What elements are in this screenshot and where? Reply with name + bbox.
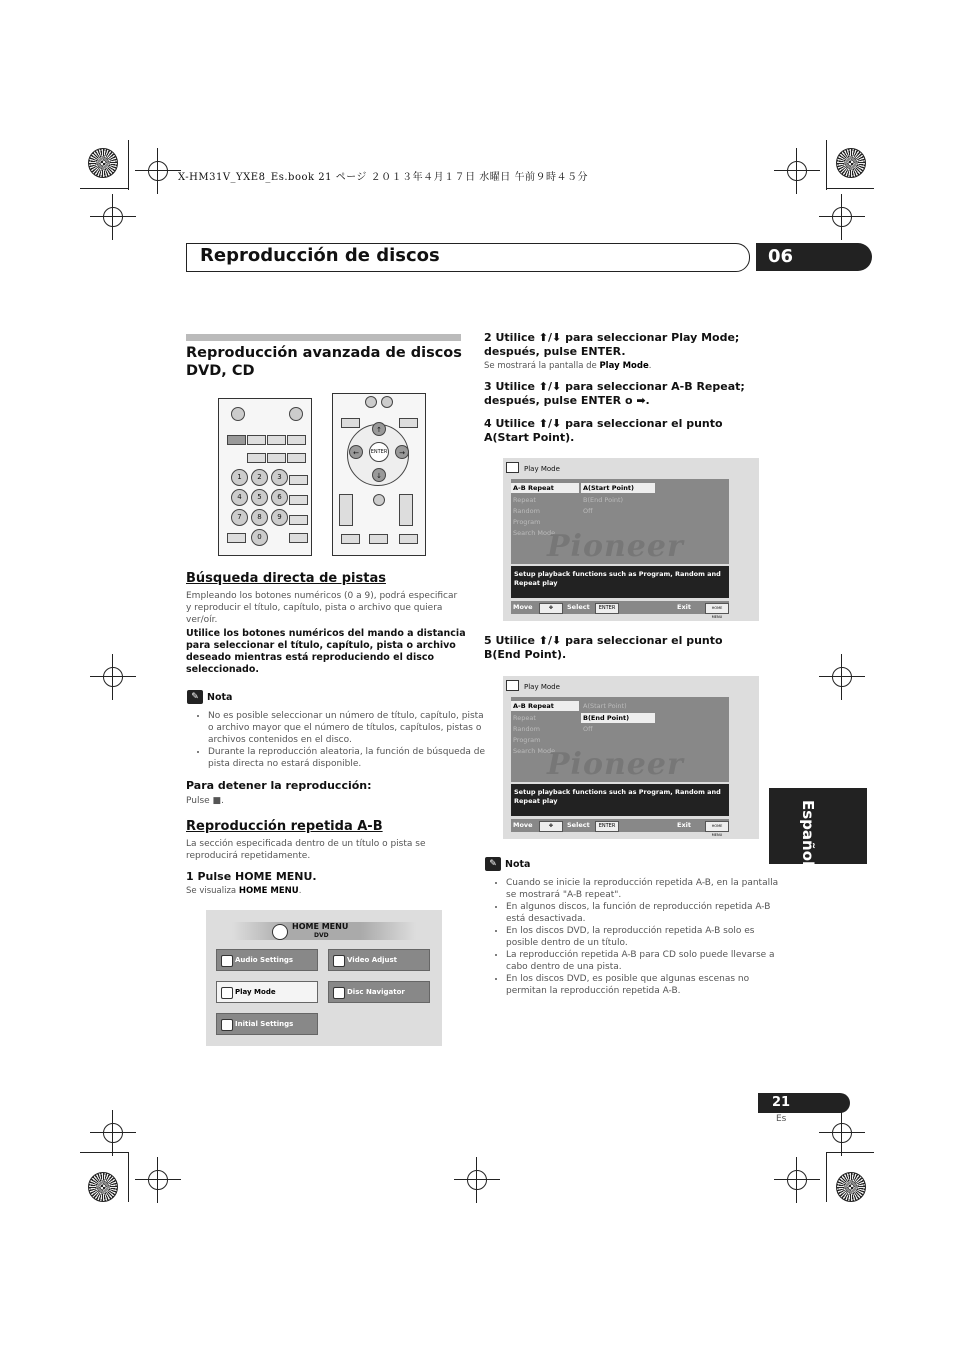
crop-mark: [827, 1118, 857, 1148]
home-menu-screen: [206, 910, 442, 1046]
row-random[interactable]: Random: [513, 507, 540, 515]
list-item: • La reproducción repetida A-B para CD solo puede llevarse a cabo dentro de una pista.: [506, 949, 784, 973]
step5: 5 Utilice ⬆/⬇ para seleccionar el punto B(End Point).: [484, 634, 723, 661]
move-label: Move: [513, 603, 533, 611]
value-a-start[interactable]: A(Start Point): [583, 484, 634, 492]
section-bar: [186, 334, 461, 341]
select-label: Select: [567, 821, 590, 829]
home-menu-key: HOME MENU: [705, 603, 729, 614]
chapter-title: Reproducción de discos: [200, 245, 440, 266]
detener-title: Para detener la reproducción:: [186, 779, 372, 792]
play-mode-screen-b: [503, 676, 759, 839]
menu-item-disc-navigator[interactable]: Disc Navigator: [328, 981, 430, 1003]
crop-mark: [782, 1165, 812, 1195]
crop-mark: [827, 662, 857, 692]
row-repeat[interactable]: Repeat: [513, 496, 536, 504]
row-ab-repeat[interactable]: A-B Repeat: [513, 484, 554, 492]
speaker-icon: [221, 955, 233, 967]
note-icon: ✎: [485, 857, 501, 871]
menu-item-video-adjust[interactable]: Video Adjust: [328, 949, 430, 971]
list-item: • En algunos discos, la función de reproducción repetida A-B está desactivada.: [506, 901, 784, 925]
step4: 4 Utilice ⬆/⬇ para seleccionar el punto A(Start Point).: [484, 417, 723, 444]
exit-label: Exit: [677, 603, 691, 611]
busqueda-title: Búsqueda directa de pistas: [186, 571, 386, 586]
play-mode-icon: [506, 680, 519, 691]
menu-item-play-mode[interactable]: Play Mode: [216, 981, 318, 1003]
screen-message: Setup playback functions such as Program, Random and Repeat play: [511, 784, 729, 816]
home-menu-title: HOME MENU: [292, 922, 349, 931]
crop-mark: [143, 1165, 173, 1195]
list-item: • En los discos DVD, la reproducción repetida A-B solo es posible dentro de un título.: [506, 925, 784, 949]
registration-rosette: [88, 148, 118, 178]
move-arrows-icon: ✥: [539, 821, 563, 832]
repetida-title: Reproducción repetida A-B: [186, 819, 383, 834]
home-menu-subtitle: DVD: [314, 932, 329, 939]
step2: 2 Utilice ⬆/⬇ para seleccionar Play Mode; después, pulse ENTER.: [484, 331, 740, 358]
remote-control-right: ENTER ↑ ↓ ← →: [332, 393, 426, 556]
nota1-list: [186, 710, 486, 770]
crop-mark: [98, 662, 128, 692]
list-item: • No es posible seleccionar un número de título, capítulo, pista o archivo mayor que el número de títulos, capítulos, pistas o archivos contenidos en el disco.: [208, 710, 486, 746]
row-program[interactable]: Program: [513, 736, 541, 744]
play-mode-icon: [506, 462, 519, 473]
print-header: X-HM31V_YXE8_Es.book 21 ページ ２０１３年４月１７日 水曜日 午前９時４５分: [178, 172, 588, 183]
row-program[interactable]: Program: [513, 518, 541, 526]
note-icon: ✎: [187, 690, 203, 704]
row-ab-repeat[interactable]: A-B Repeat: [513, 702, 554, 710]
value-off: Off: [583, 507, 593, 515]
busqueda-instruction: Utilice los botones numéricos del mando a distancia para seleccionar el título, capítulo, pista o archivo deseado mientras está reproduciendo el disco seleccionado.: [186, 628, 466, 675]
enter-key: ENTER: [595, 603, 619, 614]
value-b-end[interactable]: B(End Point): [583, 714, 630, 722]
screen-title: Play Mode: [524, 683, 560, 691]
page-number: 21: [758, 1093, 850, 1113]
move-label: Move: [513, 821, 533, 829]
home-menu-key: HOME MENU: [705, 821, 729, 832]
row-random[interactable]: Random: [513, 725, 540, 733]
nota2-label: Nota: [505, 859, 531, 870]
nota2-list: [484, 877, 784, 997]
list-item: • Cuando se inicie la reproducción repetida A-B, en la pantalla se mostrará "A-B repeat".: [506, 877, 784, 901]
remote-control-left: 1 2 3 4 5 6 7 8 9 0: [218, 398, 312, 556]
step2-note: Se mostrará la pantalla de Play Mode.: [484, 361, 652, 371]
step1-note: Se visualiza HOME MENU.: [186, 886, 302, 896]
registration-rosette: [836, 148, 866, 178]
enter-key: ENTER: [595, 821, 619, 832]
busqueda-intro: Empleando los botones numéricos (0 a 9), podrá especificar y reproducir el título, capítulo, pista o archivo que quiera ver/oír.: [186, 591, 458, 625]
registration-rosette: [836, 1172, 866, 1202]
disc-icon: [272, 924, 288, 940]
pioneer-logo: Pioneer: [547, 747, 684, 782]
screen-title: Play Mode: [524, 465, 560, 473]
crop-mark: [143, 156, 173, 186]
crop-mark: [827, 202, 857, 232]
crop-mark: [98, 1118, 128, 1148]
step1: 1 Pulse HOME MENU.: [186, 870, 317, 883]
crop-mark: [98, 202, 128, 232]
pioneer-logo: Pioneer: [547, 529, 684, 564]
chapter-number: 06: [756, 243, 872, 271]
value-off: Off: [583, 725, 593, 733]
menu-item-audio-settings[interactable]: Audio Settings: [216, 949, 318, 971]
detener-text: Pulse ■.: [186, 796, 224, 806]
list-item: • Durante la reproducción aleatoria, la función de búsqueda de pista directa no estará disponible.: [208, 746, 486, 770]
step3: 3 Utilice ⬆/⬇ para seleccionar A-B Repeat; después, pulse ENTER o ➡.: [484, 380, 745, 407]
crop-mark: [462, 1165, 492, 1195]
crop-mark: [782, 156, 812, 186]
move-arrows-icon: ✥: [539, 603, 563, 614]
language-tab: Español: [769, 788, 867, 864]
row-search-mode[interactable]: Search Mode: [513, 747, 556, 755]
list-item: • En los discos DVD, es posible que algunas escenas no permitan la reproducción repetida A-B.: [506, 973, 784, 997]
settings-icon: [221, 1019, 233, 1031]
video-icon: [333, 955, 345, 967]
play-mode-screen-a: [503, 458, 759, 621]
row-search-mode[interactable]: Search Mode: [513, 529, 556, 537]
nota1-label: Nota: [207, 692, 233, 703]
select-label: Select: [567, 603, 590, 611]
page-lang: Es: [776, 1114, 787, 1124]
repetida-intro: La sección especificada dentro de un título o pista se reproducirá repetidamente.: [186, 839, 426, 861]
value-a-start[interactable]: A(Start Point): [583, 702, 627, 710]
row-repeat[interactable]: Repeat: [513, 714, 536, 722]
play-mode-icon: [221, 987, 233, 999]
value-b-end[interactable]: B(End Point): [583, 496, 624, 504]
disc-icon: [333, 987, 345, 999]
screen-message: Setup playback functions such as Program, Random and Repeat play: [511, 566, 729, 598]
exit-label: Exit: [677, 821, 691, 829]
menu-item-initial-settings[interactable]: Initial Settings: [216, 1013, 318, 1035]
section-title: Reproducción avanzada de discos DVD, CD: [186, 345, 462, 379]
registration-rosette: [88, 1172, 118, 1202]
